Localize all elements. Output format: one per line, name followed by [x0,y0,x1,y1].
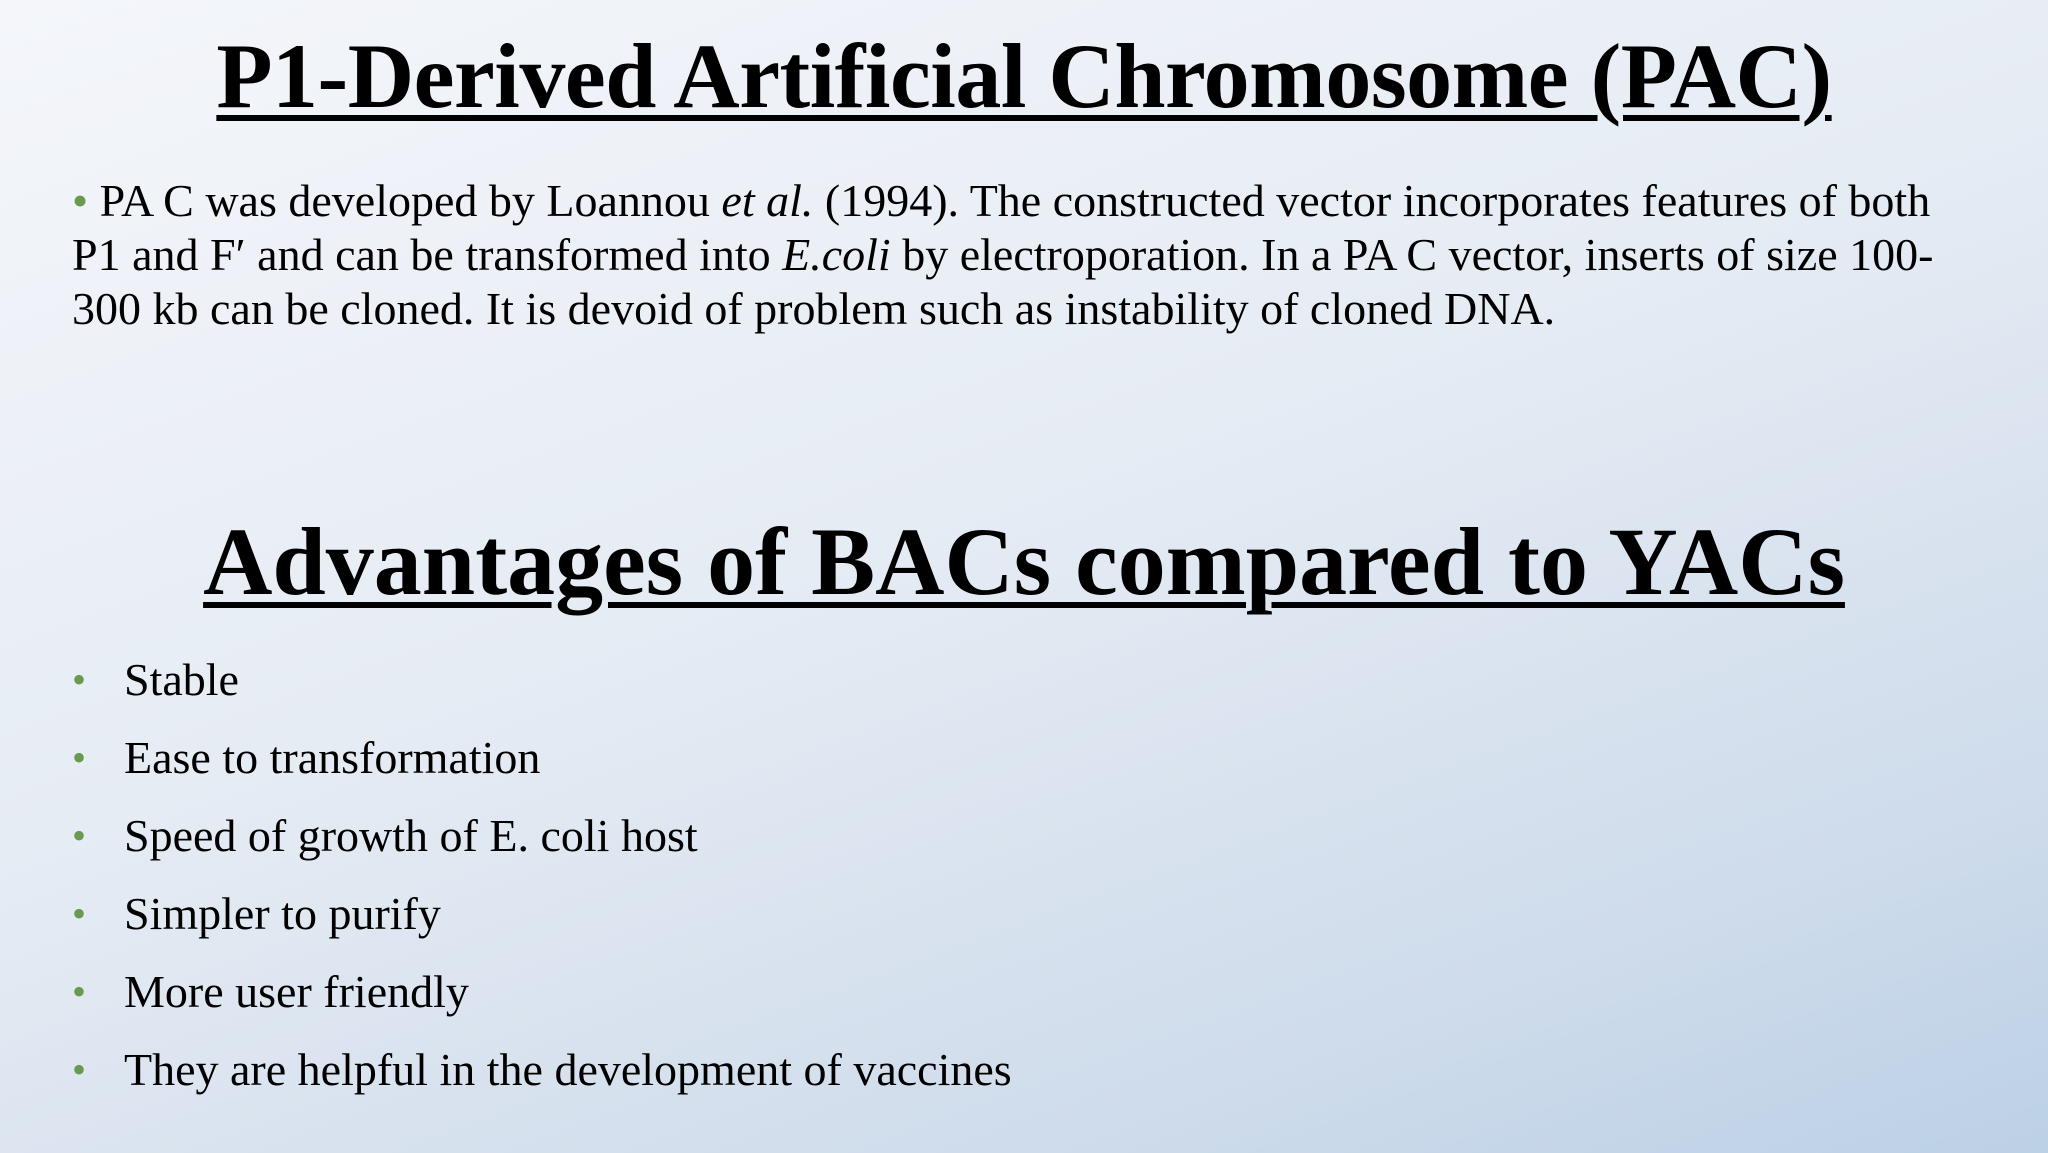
intro-bullet: • [72,175,89,226]
bullet-icon: • [72,656,87,702]
advantage-text: Simpler to purify [124,887,441,939]
list-item [72,952,1012,1030]
advantage-text: They are helpful in the development of vaccines [124,1043,1012,1095]
bullet-icon: • [72,1046,87,1092]
list-item [72,718,1012,796]
bullet-icon: • [72,734,87,780]
list-item [72,640,1012,718]
advantages-title: Advantages of BACs compared to YACs [203,508,1845,615]
bullet-icon: • [72,968,87,1014]
advantage-text: Ease to transformation [124,731,541,783]
list-item [72,874,1012,952]
bullet-icon: • [72,812,87,858]
intro-text-part-3: by electroporation. In a PA C vector, inserts of size 100-300 kb can be cloned. It is devoid of problem such as instability of cloned DNA. [72,229,1934,334]
advantage-text: Speed of growth of E. coli host [124,809,698,861]
intro-text-part-2: (1994). The constructed vector incorporates features of both P1 and F′ and can be transformed into [72,175,1931,280]
list-item [72,796,1012,874]
intro-ecoli: E.coli [782,229,891,280]
advantage-text: Stable [124,653,239,705]
advantage-text: More user friendly [124,965,469,1017]
advantages-list [72,640,1012,1108]
bullet-icon: • [72,890,87,936]
pac-description [72,174,1972,336]
intro-text-part-1: PA C was developed by Loannou [88,175,722,226]
intro-et-al: et al. [721,175,814,226]
list-item [72,1030,1012,1108]
pac-title: P1-Derived Artificial Chromosome (PAC) [216,25,1832,127]
